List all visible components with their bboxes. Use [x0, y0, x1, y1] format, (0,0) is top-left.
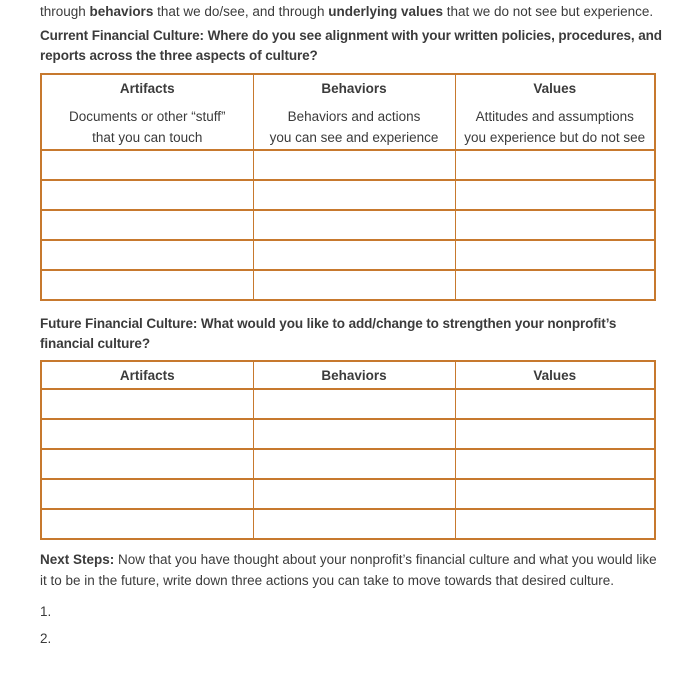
empty-fill-in-cell[interactable]	[253, 240, 455, 270]
empty-fill-in-cell[interactable]	[41, 389, 253, 419]
table-row	[41, 419, 655, 449]
future-heading-line-1: Future Financial Culture: What would you like to add/change to strengthen your nonprofit’s	[40, 316, 617, 331]
table-row	[41, 449, 655, 479]
next-steps-line-2: it to be in the future, write down three actions you can take to move towards that desired culture.	[40, 573, 615, 588]
empty-fill-in-cell[interactable]	[455, 389, 655, 419]
column-subtitle-line-2: that you can touch	[92, 130, 203, 145]
future-heading-line-2: financial culture?	[40, 336, 150, 351]
empty-fill-in-cell[interactable]	[41, 180, 253, 210]
intro-seg-behaviors: behaviors	[89, 4, 154, 19]
empty-fill-in-cell[interactable]	[253, 449, 455, 479]
list-item-2: 2.	[40, 631, 52, 646]
current-heading-line-1: Current Financial Culture: Where do you see alignment with your written policies, procedures, and	[40, 28, 662, 43]
column-subtitle-line-1: Attitudes and assumptions	[475, 109, 634, 124]
intro-seg-5: that we do not see but experience.	[443, 4, 654, 19]
current-culture-table	[40, 73, 656, 301]
empty-fill-in-cell[interactable]	[455, 270, 655, 300]
empty-fill-in-cell[interactable]	[253, 389, 455, 419]
column-subtitle-line-1: Documents or other “stuff”	[68, 109, 226, 124]
intro-seg-underlying-values: underlying values	[328, 4, 443, 19]
empty-fill-in-cell[interactable]	[455, 240, 655, 270]
future-table-header-row	[41, 361, 655, 389]
table-row	[41, 479, 655, 509]
empty-fill-in-cell[interactable]	[41, 419, 253, 449]
column-header-behaviors: Behaviors	[253, 361, 455, 389]
column-subtitle-line-1: Behaviors and actions	[287, 109, 421, 124]
table-row	[41, 180, 655, 210]
column-subtitle-line-2: you experience but do not see	[464, 130, 646, 145]
empty-fill-in-cell[interactable]	[41, 150, 253, 180]
empty-fill-in-cell[interactable]	[253, 180, 455, 210]
column-subtitle-line-2: you can see and experience	[269, 130, 439, 145]
empty-fill-in-cell[interactable]	[455, 180, 655, 210]
empty-fill-in-cell[interactable]	[253, 419, 455, 449]
empty-fill-in-cell[interactable]	[253, 479, 455, 509]
table-row	[41, 210, 655, 240]
intro-seg-3: that we do/see, and through	[153, 4, 329, 19]
future-culture-table	[40, 360, 656, 540]
intro-paragraph	[40, 1, 660, 22]
empty-fill-in-cell[interactable]	[455, 509, 655, 539]
empty-fill-in-cell[interactable]	[455, 419, 655, 449]
table-row	[41, 150, 655, 180]
column-header-values	[455, 74, 655, 150]
current-heading-line-2: reports across the three aspects of culture?	[40, 48, 318, 63]
empty-fill-in-cell[interactable]	[253, 270, 455, 300]
table-row	[41, 509, 655, 539]
empty-fill-in-cell[interactable]	[253, 150, 455, 180]
empty-fill-in-cell[interactable]	[455, 479, 655, 509]
empty-fill-in-cell[interactable]	[41, 509, 253, 539]
empty-fill-in-cell[interactable]	[455, 210, 655, 240]
empty-fill-in-cell[interactable]	[41, 479, 253, 509]
next-steps-paragraph	[40, 549, 660, 591]
column-title: Artifacts	[119, 81, 175, 96]
empty-fill-in-cell[interactable]	[41, 270, 253, 300]
column-title: Values	[533, 81, 577, 96]
future-culture-heading	[40, 314, 660, 354]
table-row	[41, 389, 655, 419]
column-header-artifacts	[41, 74, 253, 150]
current-culture-heading	[40, 26, 660, 66]
intro-seg-1: through	[40, 4, 90, 19]
empty-fill-in-cell[interactable]	[455, 150, 655, 180]
table-row	[41, 240, 655, 270]
list-item-1: 1.	[40, 604, 52, 619]
column-header-artifacts: Artifacts	[41, 361, 253, 389]
column-header-values: Values	[455, 361, 655, 389]
table-row	[41, 270, 655, 300]
empty-fill-in-cell[interactable]	[253, 210, 455, 240]
empty-fill-in-cell[interactable]	[41, 449, 253, 479]
empty-fill-in-cell[interactable]	[455, 449, 655, 479]
empty-fill-in-cell[interactable]	[41, 240, 253, 270]
empty-fill-in-cell[interactable]	[253, 509, 455, 539]
column-title: Behaviors	[321, 81, 387, 96]
column-header-behaviors	[253, 74, 455, 150]
empty-fill-in-cell[interactable]	[41, 210, 253, 240]
next-steps-label: Next Steps:	[40, 552, 115, 567]
next-steps-line-1: Now that you have thought about your nonprofit’s financial culture and what you would like	[114, 552, 657, 567]
current-table-header-row	[41, 74, 655, 150]
